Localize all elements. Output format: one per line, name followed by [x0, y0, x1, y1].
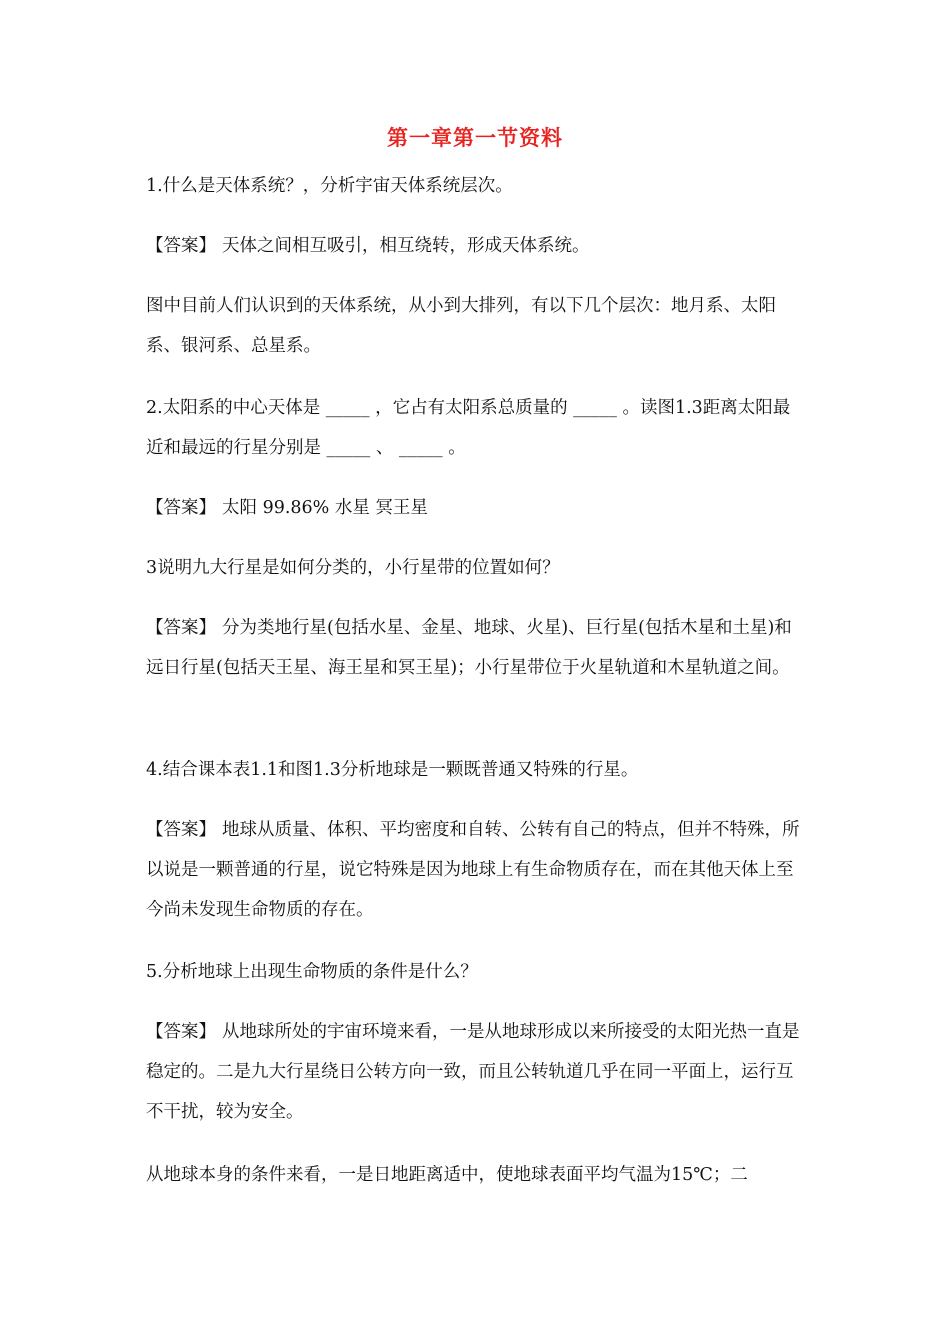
answer-4 [146, 810, 806, 930]
answer-5-continued [146, 1155, 806, 1195]
answer-tag: 【答案】 [146, 820, 216, 840]
question-4 [146, 750, 806, 790]
answer-text: 从地球所处的宇宙环境来看，一是从地球形成以来所接受的太阳光热一直是稳定的。二是九大行星绕日公转方向一致，而且公转轨道几乎在同一平面上，运行互不干扰，较为安全。 [146, 1022, 800, 1122]
question-5 [146, 952, 806, 992]
answer-tag: 【答案】 [146, 1022, 216, 1042]
answer-tag: 【答案】 [146, 236, 216, 256]
answer-3 [146, 608, 806, 688]
answer-text: 天体之间相互吸引，相互绕转，形成天体系统。 [222, 236, 590, 256]
question-text: 5.分析地球上出现生命物质的条件是什么？ [146, 962, 478, 982]
answer-5 [146, 1012, 806, 1132]
question-text: 4.结合课本表1.1和图1.3分析地球是一颗既普通又特殊的行星。 [146, 760, 639, 780]
question-text: 1.什么是天体系统？，分析宇宙天体系统层次。 [146, 176, 513, 196]
answer-tag: 【答案】 [146, 618, 216, 638]
question-2 [146, 388, 806, 468]
paragraph-text: 从地球本身的条件来看，一是日地距离适中，使地球表面平均气温为15℃；二 [146, 1165, 748, 1185]
answer-text: 太阳 99.86% 水星 冥王星 [222, 498, 428, 518]
question-text: 3说明九大行星是如何分类的，小行星带的位置如何？ [146, 558, 560, 578]
answer-text: 地球从质量、体积、平均密度和自转、公转有自己的特点，但并不特殊，所以说是一颗普通的行星，说它特殊是因为地球上有生命物质存在，而在其他天体上至今尚未发现生命物质的存在。 [146, 820, 800, 920]
answer-1 [146, 226, 806, 266]
question-3 [146, 548, 806, 588]
answer-1-continued [146, 286, 806, 366]
page-title: 第一章第一节资料 [387, 126, 563, 150]
question-text: 2.太阳系的中心天体是 _____ ，它占有太阳系总质量的 _____ 。读图1.3距离太阳最近和最远的行星分别是 _____ 、 _____ 。 [146, 398, 791, 458]
answer-tag: 【答案】 [146, 498, 216, 518]
paragraph-text: 图中目前人们认识到的天体系统，从小到大排列，有以下几个层次：地月系、太阳系、银河系、总星系。 [146, 296, 776, 356]
question-1 [146, 166, 806, 206]
answer-text: 分为类地行星(包括水星、金星、地球、火星)、巨行星(包括木星和土星)和远日行星(包括天王星、海王星和冥王星)；小行星带位于火星轨道和木星轨道之间。 [146, 618, 792, 678]
answer-2 [146, 488, 806, 528]
